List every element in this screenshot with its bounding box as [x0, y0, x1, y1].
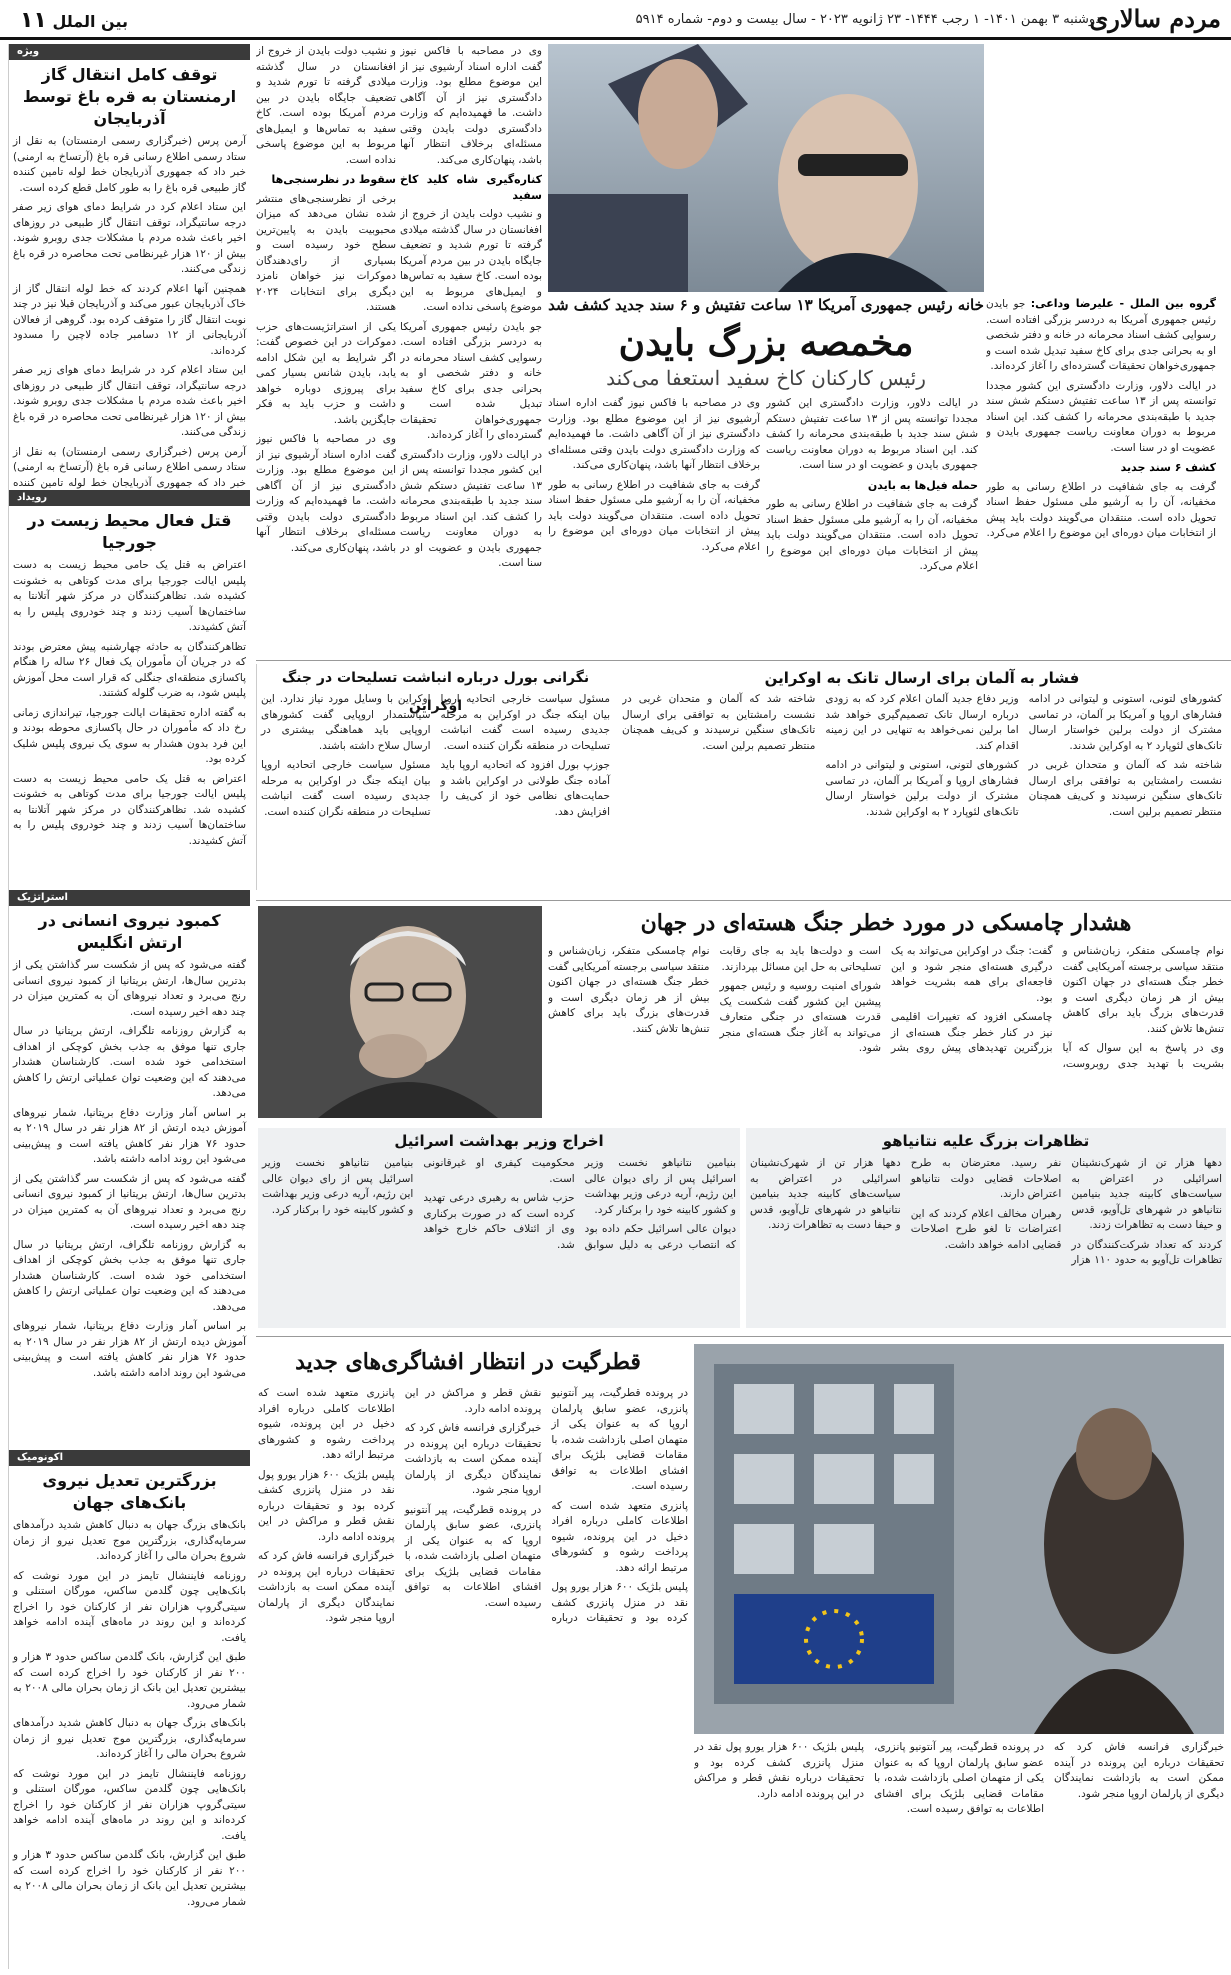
lead-kicker: خانه رئیس جمهوری آمریکا ۱۳ ساعت تفتیش و ۶ سند جدید کشف شد	[548, 296, 984, 314]
lead-paragraph: در ایالت دلاور، وزارت دادگستری این کشور مجددا توانسته پس از ۱۳ ساعت تفتیش دستکم شش سند جدید با طبقه‌بندی محرمانه را کشف کند. این اسناد مربوط به دوران معاونت ریاست جمهوری بایدن و عضویت او در سنا است.	[766, 397, 978, 471]
section-label	[14, 8, 128, 33]
mid-row-divider	[256, 660, 1231, 661]
article-paragraph: بنیامین نتانیاهو نخست وزیر اسرائیل پس از رای دیوان عالی این رژیم، آریه درعی وزیر بهداشت و کشور کابینه خود را برکنار کرد.	[584, 1157, 736, 1216]
article-paragraph: دهها هزار تن از شهرک‌نشینان اسرائیلی در اعتراض به سیاست‌های کابینه جدید بنیامین نتانیاهو در شهرهای تل‌آویو، قدس و حیفا دست به تظاهرات زدند.	[1071, 1157, 1222, 1231]
article-paragraph: دیوان عالی اسرائیل حکم داده بود که انتصاب درعی به دلیل سوابق محکومیت کیفری او غیرقانونی است.	[423, 1157, 736, 1251]
sidebar-paragraph: اعتراض به قتل یک حامی محیط زیست به دست پلیس ایالت جورجیا برای مدت کوتاهی به خشونت کشیده شد. تظاهرکنندگان در مرکز شهر آتلانتا به ساختمان‌ها آسیب زدند و چند خودروی پلیس را به آتش کشیدند.	[13, 772, 246, 847]
israel-health-minister-box	[258, 1128, 740, 1328]
qatargate-photo-art	[694, 1344, 1224, 1734]
article-paragraph: چامسکی افزود که تغییرات اقلیمی نیز در کنار خطر جنگ هسته‌ای از بزرگترین تهدیدهای پیش روی بشر است و دولت‌ها باید به جای رقابت تسلیحاتی به حل این مسائل بپردازند.	[719, 945, 1053, 1054]
article-paragraph: شورای امنیت روسیه و رئیس جمهور پیشین این کشور گفت شکست یک قدرت هسته‌ای در جنگی متعارف می‌تواند به آغاز جنگ هسته‌ای منجر شود.	[719, 980, 881, 1054]
sidebar-tag: رویداد	[9, 490, 250, 506]
lead-subhead: کناره‌گیری شاه کلید کاخ سفید	[400, 173, 542, 202]
article-title: نگرانی بورل درباره انباشت تسلیحات در جنگ اوکراین	[281, 670, 590, 714]
article-paragraph: خبرگزاری فرانسه فاش کرد که تحقیقات درباره این پرونده در آینده ممکن است به بازداشت نمایندگان دیگری از پارلمان اروپا منجر شود.	[404, 1422, 542, 1496]
sidebar-paragraph: به گفته اداره تحقیقات ایالت جورجیا، تیراندازی زمانی رخ داد که مأموران در حال پاکسازی محوطه بودند و این فرد بدون هشدار به سوی یک نیروی پلیس شلیک کرده بود.	[13, 706, 246, 765]
lead-paragraph: گرفت به جای شفافیت در اطلاع رسانی به طور مخفیانه، آن را به آرشیو ملی مسئول حفظ اسناد تحویل داده است. منتقدان می‌گویند دولت باید پیش از انتخابات میان دوره‌ای این موضوع را اعلام می‌کرد.	[766, 498, 978, 572]
lead-subhead: حمله فیل‌ها به بایدن	[867, 478, 978, 492]
article-paragraph: دهها هزار تن از شهرک‌نشینان اسرائیلی در اعتراض به سیاست‌های کابینه جدید بنیامین نتانیاهو در شهرهای تل‌آویو، قدس و حیفا دست به تظاهرات زدند.	[750, 1157, 901, 1231]
qatargate-body	[258, 1386, 688, 1966]
biden-photo-art	[548, 44, 984, 292]
lead-subhead: کشف ۶ سند جدید	[1120, 461, 1216, 474]
article-paragraph: حزب شاس به رهبری درعی تهدید کرده است که در صورت برکناری وی از ائتلاف حاکم خارج خواهد شد.	[423, 1192, 575, 1251]
chomsky-photo	[258, 906, 542, 1118]
article-paragraph: نوام چامسکی متفکر، زبان‌شناس و منتقد سیاسی برجسته آمریکایی گفت خطر جنگ هسته‌ای در جهان اکنون بیش از هر زمان دیگری است و قدرت‌های بزرگ باید برای کاهش تنش‌ها تلاش کنند.	[548, 945, 710, 1035]
lead-paragraph: برخی از نظرسنجی‌های منتشر شده نشان می‌دهد که میزان محبوبیت بایدن به پایین‌ترین سطح خود رسیده است و بسیاری از رای‌دهندگان دموکرات نیز خواهان نامزد دیگری برای انتخابات ۲۰۲۴ هستند.	[256, 192, 396, 313]
article-title: فشار به آلمان برای ارسال تانک به اوکراین	[764, 669, 1080, 687]
lead-paragraph: جو بایدن رئیس جمهوری آمریکا به دردسر بزرگی افتاده است. رسوایی کشف اسناد محرمانه در خانه و دفتر شخصی او به بحرانی جدی برای کاخ سفید تبدیل شده است و جمهوری‌خواهان تحقیقات گسترده‌ای را آغاز کرده‌اند.	[400, 320, 542, 441]
chomsky-title: هشدار چامسکی در مورد خطر جنگ هسته‌ای در جهان	[640, 910, 1132, 936]
lead-title: مخمصه بزرگ بایدن	[618, 322, 914, 364]
sidebar-paragraph: گفته می‌شود که پس از شکست سر گذاشتن یکی از بدترین سال‌ها، ارتش بریتانیا از کمبود نیروی انسانی رنج می‌برد و تعداد نیروهای آن به کمترین میزان در چند دهه اخیر رسیده است.	[13, 959, 246, 1018]
article-paragraph: در پرونده قطرگیت، پیر آنتونیو پانزری، عضو سابق پارلمان اروپا که به عنوان یکی از متهمان اصلی بازداشت شده، با مقامات قضایی بلژیک برای افشای اطلاعات به توافق رسیده است.	[404, 1503, 542, 1609]
section-name: بین الملل	[52, 12, 128, 31]
article-paragraph: جوزپ بورل افزود که اتحادیه اروپا باید آماده جنگ طولانی در اوکراین باشد و حمایت‌های نظامی خود از کی‌یف را افزایش دهد.	[440, 759, 610, 818]
lead-column-2	[766, 396, 978, 656]
article-paragraph: کشورهای لتونی، استونی و لیتوانی در ادامه فشارهای اروپا و آمریکا بر آلمان، در تماسی مشترک از دولت برلین خواستار ارسال تانک‌های لئوپارد ۲ به اوکراین شدند.	[825, 759, 1019, 818]
lead-paragraph: در ایالت دلاور، وزارت دادگستری این کشور مجددا توانسته پس از ۱۳ ساعت تفتیش دستکم شش سند جدید با طبقه‌بندی محرمانه را کشف کند. این اسناد مربوط به دوران معاونت ریاست جمهوری بایدن و عضویت او در سنا است.	[400, 448, 542, 569]
article-paragraph: پلیس بلژیک ۶۰۰ هزار یورو پول نقد در منزل پانزری کشف کرده بود و تحقیقات درباره نقش قطر و مراکش در این پرونده ادامه دارد.	[694, 1741, 864, 1800]
article-paragraph: مسئول سیاست خارجی اتحادیه اروپا بیان اینکه جنگ در اوکراین به مرحله جدیدی رسیده است گفت انباشت تسلیحات در منطقه نگران کننده است.	[440, 693, 610, 752]
sidebar-article	[9, 1450, 250, 1969]
sidebar-tag: ویژه	[9, 44, 250, 60]
article-paragraph: رهبران مخالف اعلام کردند که این اعتراضات تا لغو طرح اصلاحات قضایی ادامه خواهد داشت.	[910, 1207, 1062, 1251]
page-number: ۱۱	[20, 8, 47, 33]
article-paragraph: پانزری متعهد شده است که اطلاعات کاملی درباره افراد دخیل در این پرونده، شیوه پرداخت رشوه و کشورهای مرتبط ارائه دهد.	[551, 1499, 688, 1574]
article-paragraph: شاخته شد که آلمان و متحدان غربی در نشست رامشتاین به توافقی برای ارسال تانک‌های سنگین نرسیدند و کی‌یف همچنان منتظر تصمیم برلین است.	[1028, 759, 1222, 818]
article-title: تظاهرات بزرگ علیه نتانیاهو	[882, 1132, 1090, 1150]
lead-subhead: سقوط در نظرسنجی‌ها	[271, 173, 396, 186]
sidebar-paragraph: آرمن پرس (خبرگزاری رسمی ارمنستان) به نقل از ستاد رسمی اطلاع رسانی قره باغ (آرتساخ به ارمنی) خبر داد که جمهوری آذربایجان خط لوله تامین کننده	[13, 445, 246, 489]
lead-paragraph: در ایالت دلاور، وزارت دادگستری این کشور مجددا توانسته پس از ۱۳ ساعت تفتیش دستکم شش سند جدید با طبقه‌بندی محرمانه را کشف کند. این اسناد مربوط به دوران معاونت ریاست جمهوری بایدن و عضویت او در سنا است.	[986, 379, 1216, 454]
photo-sidebar	[986, 44, 1231, 292]
article-paragraph: کشورهای لتونی، استونی و لیتوانی در ادامه فشارهای اروپا و آمریکا بر آلمان، در تماسی مشترک از دولت برلین خواستار ارسال تانک‌های لئوپارد ۲ به اوکراین شدند.	[1028, 693, 1222, 752]
lead-column-3	[548, 396, 760, 656]
sidebar-title: بزرگترین تعدیل نیروی بانک‌های جهان	[42, 1471, 217, 1512]
sidebar-paragraph: به گزارش روزنامه تلگراف، ارتش بریتانیا در سال جاری تنها موفق به جذب بخش کوچکی از اهداف استخدامی خود شده است. کارشناسان هشدار می‌دهند که این وضعیت توان عملیاتی ارتش را کاهش می‌دهد.	[13, 1238, 246, 1313]
chomsky-photo-art	[258, 906, 542, 1118]
date-line: دوشنبه ۳ بهمن ۱۴۰۱- ۱ رجب ۱۴۴۴- ۲۳ ژانویه ۲۰۲۳ - سال بیست و دوم- شماره ۵۹۱۴	[635, 12, 1101, 27]
lead-paragraph: و نشیب دولت بایدن از خروج از افغانستان در سال گذشته میلادی گرفته تا تورم شدید و تضعیف جایگاه بایدن در بین مردم آمریکا بوده است. کاخ سفید به تماس‌ها و ایمیل‌های مربوط به این موضوع پاسخی نداده است.	[256, 45, 396, 166]
article-paragraph: نوام چامسکی متفکر، زبان‌شناس و منتقد سیاسی برجسته آمریکایی گفت خطر جنگ هسته‌ای در جهان اکنون بیش از هر زمان دیگری است و قدرت‌های بزرگ باید برای کاهش تنش‌ها تلاش کنند.	[1062, 945, 1224, 1035]
lead-paragraph: وی در مصاحبه با فاکس نیوز گفت اداره اسناد آرشیوی نیز از این موضوع مطلع بود. وزارت دادگستری نیز از آن آگاهی داشت. ما فهمیده‌ایم که وزارت دادگستری دولت بایدن وقتی مسئله‌ای برخلاف انتظار آنها باشد، پنهان‌کاری می‌کند.	[548, 397, 760, 471]
sidebar-title: توقف کامل انتقال گاز ارمنستان به قره باغ توسط آذربایجان	[22, 65, 237, 128]
biden-photo	[548, 44, 984, 292]
sidebar	[8, 44, 250, 1969]
sidebar-paragraph: این ستاد اعلام کرد در شرایط دمای هوای زیر صفر درجه سانتیگراد، توقف انتقال گاز طبیعی در روزهای اخیر باعث شده مردم با مشکلات جدی روبرو شوند. بیش از ۱۲۰ هزار غیرنظامی تحت محاصره در قره باغ زندگی می‌کنند.	[13, 201, 247, 275]
lead-column-5	[256, 44, 396, 656]
article-paragraph: پانزری متعهد شده است که اطلاعات کاملی درباره افراد دخیل در این پرونده، شیوه پرداخت رشوه و کشورهای مرتبط ارائه دهد.	[258, 1387, 395, 1461]
article-paragraph: کردند که تعداد شرکت‌کنندگان در تظاهرات تل‌آویو به حدود ۱۱۰ هزار نفر رسید. معترضان به طرح اصلاحات قضایی دولت نتانیاهو اعتراض دارند.	[910, 1157, 1223, 1266]
lead-column-1	[986, 296, 1216, 656]
article-paragraph: خبرگزاری فرانسه فاش کرد که تحقیقات درباره این پرونده در آینده ممکن است به بازداشت نمایندگان دیگری از پارلمان اروپا منجر شود.	[1054, 1741, 1224, 1800]
masthead	[0, 0, 1231, 40]
qatargate-divider	[256, 1336, 1231, 1337]
sidebar-tag: استراتژیک	[9, 890, 250, 906]
lead-paragraph: و نشیب دولت بایدن از خروج از افغانستان در سال گذشته میلادی گرفته تا تورم شدید و تضعیف جایگاه بایدن در بین مردم آمریکا بوده است. کاخ سفید به تماس‌ها و ایمیل‌های مربوط به این موضوع پاسخی نداده است.	[400, 208, 542, 313]
article-title: اخراج وزیر بهداشت اسرائیل	[394, 1132, 604, 1150]
qatargate-photo	[694, 1344, 1224, 1734]
chomsky-divider	[256, 900, 1231, 901]
sidebar-paragraph: روزنامه فایننشال تایمز در این مورد نوشت که بانک‌هایی چون گلدمن ساکس، مورگان استنلی و سیتی‌گروپ هزاران نفر از کارکنان خود را اخراج کرده‌اند و این روند در ماه‌های آینده ادامه خواهد یافت.	[13, 1569, 246, 1644]
sidebar-paragraph: بر اساس آمار وزارت دفاع بریتانیا، شمار نیروهای آموزش دیده ارتش از ۸۲ هزار نفر در سال ۲۰۱۹ به حدود ۷۶ هزار نفر کاهش یافته است و پیش‌بینی می‌شود این روند ادامه داشته باشد.	[13, 1320, 247, 1379]
sidebar-paragraph: به گزارش روزنامه تلگراف، ارتش بریتانیا در سال جاری تنها موفق به جذب بخش کوچکی از اهداف استخدامی خود شده است. کارشناسان هشدار می‌دهند که این وضعیت توان عملیاتی ارتش را کاهش می‌دهد.	[13, 1025, 246, 1099]
article-paragraph: در پرونده قطرگیت، پیر آنتونیو پانزری، عضو سابق پارلمان اروپا که به عنوان یکی از متهمان اصلی بازداشت شده، با مقامات قضایی بلژیک برای افشای اطلاعات به توافق رسیده است.	[874, 1741, 1044, 1815]
lead-paragraph: گرفت به جای شفافیت در اطلاع رسانی به طور مخفیانه، آن را به آرشیو ملی مسئول حفظ اسناد تحویل داده است. منتقدان می‌گویند دولت باید پیش از انتخابات میان دوره‌ای این موضوع را اعلام می‌کرد.	[548, 478, 760, 553]
article-paragraph: مسئول سیاست خارجی اتحادیه اروپا بیان اینکه جنگ در اوکراین به مرحله جدیدی رسیده است گفت انباشت تسلیحات در منطقه نگران کننده است.	[261, 759, 431, 818]
lead-author: گروه بین الملل - علیرضا وداعی:	[1030, 297, 1216, 310]
sidebar-paragraph: تظاهرکنندگان به حادثه چهارشنبه پیش معترض بودند که در جریان آن مأموران یک فعال ۲۶ ساله را هنگام پاکسازی منطقه‌ای جنگلی که قرار است محل آموزش پلیس شود، به ضرب گلوله کشتند.	[13, 640, 247, 699]
sidebar-paragraph: همچنین آنها اعلام کردند که خط لوله انتقال گاز از خاک آذربایجان عبور می‌کند و آذربایجان قبلا نیز در چند نوبت انتقال گاز را متوقف کرده بود. گروهی از فعالان آذربایجانی از ۱۲ دسامبر جاده لاچین را مسدود کرده‌اند.	[13, 282, 246, 357]
article-paragraph: اوکراین با وسایل مورد نیاز ندارد. این سیاستمدار اروپایی گفت کشورهای اروپایی باید هماهنگی بیشتری در ارسال سلاح داشته باشند.	[261, 693, 431, 752]
sidebar-article	[9, 490, 250, 890]
lead-paragraph: وی در مصاحبه با فاکس نیوز گفت اداره اسناد آرشیوی نیز از این موضوع مطلع بود. وزارت دادگستری نیز از آن آگاهی داشت. ما فهمیده‌ایم که وزارت دادگستری دولت بایدن وقتی مسئله‌ای برخلاف انتظار آنها باشد، پنهان‌کاری می‌کند.	[256, 433, 396, 554]
article-paragraph: پلیس بلژیک ۶۰۰ هزار یورو پول نقد در منزل پانزری کشف کرده بود و تحقیقات درباره نقش قطر و مراکش در این پرونده ادامه دارد.	[404, 1387, 688, 1624]
lead-column-4	[400, 44, 542, 656]
qatargate-title: قطرگیت در انتظار افشاگری‌های جدید	[295, 1349, 641, 1375]
germany-tanks-article	[622, 664, 1222, 890]
article-paragraph: پلیس بلژیک ۶۰۰ هزار یورو پول نقد در منزل پانزری کشف کرده بود و تحقیقات درباره نقش قطر و مراکش در این پرونده ادامه دارد.	[258, 1468, 395, 1543]
sidebar-paragraph: اعتراض به قتل یک حامی محیط زیست به دست پلیس ایالت جورجیا برای مدت کوتاهی به خشونت کشیده شد. تظاهرکنندگان در مرکز شهر آتلانتا به ساختمان‌ها آسیب زدند و چند خودروی پلیس را به آتش کشیدند.	[13, 559, 246, 633]
sidebar-article	[9, 44, 250, 490]
qatargate-body-under-photo	[694, 1740, 1224, 1966]
borrell-article	[256, 664, 614, 890]
lead-paragraph: جو بایدن رئیس جمهوری آمریکا به دردسر بزرگی افتاده است. رسوایی کشف اسناد محرمانه در خانه و دفتر شخصی او به بحرانی جدی برای کاخ سفید تبدیل شده است و جمهوری‌خواهان تحقیقات گسترده‌ای را آغاز کرده‌اند.	[986, 298, 1216, 372]
article-paragraph: در پرونده قطرگیت، پیر آنتونیو پانزری، عضو سابق پارلمان اروپا که به عنوان یکی از متهمان اصلی بازداشت شده، با مقامات قضایی بلژیک برای افشای اطلاعات به توافق رسیده است.	[551, 1387, 688, 1492]
chomsky-body	[548, 944, 1224, 1118]
lead-subtitle: رئیس کارکنان کاخ سفید استعفا می‌کند	[606, 366, 926, 390]
sidebar-paragraph: بانک‌های بزرگ جهان به دنبال کاهش شدید درآمدهای سرمایه‌گذاری، بزرگترین موج تعدیل نیرو از زمان شروع بحران مالی را آغاز کرده‌اند.	[13, 1717, 246, 1760]
sidebar-tag: اکونومیک	[9, 1450, 250, 1466]
sidebar-paragraph: طبق این گزارش، بانک گلدمن ساکس حدود ۳ هزار و ۲۰۰ نفر از کارکنان خود را اخراج کرده است که بیشترین تعدیل این بانک از زمان بحران مالی ۲۰۰۸ به شمار می‌رود.	[13, 1849, 246, 1908]
article-paragraph: شاخته شد که آلمان و متحدان غربی در نشست رامشتاین به توافقی برای ارسال تانک‌های سنگین نرسیدند و کی‌یف همچنان منتظر تصمیم برلین است.	[622, 693, 816, 752]
sidebar-paragraph: بر اساس آمار وزارت دفاع بریتانیا، شمار نیروهای آموزش دیده ارتش از ۸۲ هزار نفر در سال ۲۰۱۹ به حدود ۷۶ هزار نفر کاهش یافته است و پیش‌بینی می‌شود این روند ادامه داشته باشد.	[13, 1106, 247, 1165]
sidebar-paragraph: گفته می‌شود که پس از شکست سر گذاشتن یکی از بدترین سال‌ها، ارتش بریتانیا از کمبود نیروی انسانی رنج می‌برد و تعداد نیروهای آن به کمترین میزان در چند دهه اخیر رسیده است.	[13, 1172, 246, 1231]
newspaper-logo: مردم سالاری	[1089, 4, 1221, 33]
sidebar-title: کمبود نیروی انسانی در ارتش انگلیس	[38, 911, 221, 952]
lead-paragraph: گرفت به جای شفافیت در اطلاع رسانی به طور مخفیانه، آن را به آرشیو ملی مسئول حفظ اسناد تحویل داده است. منتقدان می‌گویند دولت باید پیش از انتخابات میان دوره‌ای این موضوع را اعلام می‌کرد.	[986, 480, 1216, 539]
sidebar-paragraph: این ستاد اعلام کرد در شرایط دمای هوای زیر صفر درجه سانتیگراد، توقف انتقال گاز طبیعی در روزهای اخیر باعث شده مردم با مشکلات جدی روبرو شوند. بیش از ۱۲۰ هزار غیرنظامی تحت محاصره در قره باغ زندگی می‌کنند.	[13, 364, 247, 438]
sidebar-article	[9, 890, 250, 1450]
lead-paragraph: یکی از استراتژیست‌های حزب دموکرات در این خصوص گفت: اگر شرایط به این شکل ادامه یابد، بایدن شانس بسیار کمی برای پیروزی دوباره خواهد داشت و حزب باید به فکر جایگزین باشد.	[256, 320, 396, 426]
article-paragraph: بنیامین نتانیاهو نخست وزیر اسرائیل پس از رای دیوان عالی این رژیم، آریه درعی وزیر بهداشت و کشور کابینه خود را برکنار کرد.	[262, 1157, 414, 1216]
lead-paragraph: وی در مصاحبه با فاکس نیوز گفت اداره اسناد آرشیوی نیز از این موضوع مطلع بود. وزارت دادگستری نیز از آن آگاهی داشت. ما فهمیده‌ایم که وزارت دادگستری دولت بایدن وقتی مسئله‌ای برخلاف انتظار آنها باشد، پنهان‌کاری می‌کند.	[400, 45, 542, 166]
sidebar-paragraph: آرمن پرس (خبرگزاری رسمی ارمنستان) به نقل از ستاد رسمی اطلاع رسانی قره باغ (آرتساخ به ارمنی) خبر داد که جمهوری آذربایجان خط لوله تامین کننده گاز طبیعی قره باغ را به طور کامل قطع کرده است.	[13, 135, 246, 194]
article-paragraph: وزیر دفاع جدید آلمان اعلام کرد که به زودی درباره ارسال تانک تصمیم‌گیری خواهد شد اما برلین نمی‌خواهد به تنهایی در این زمینه اقدام کند.	[825, 693, 1019, 752]
netanyahu-protests-box	[746, 1128, 1226, 1328]
sidebar-paragraph: بانک‌های بزرگ جهان به دنبال کاهش شدید درآمدهای سرمایه‌گذاری، بزرگترین موج تعدیل نیرو از زمان شروع بحران مالی را آغاز کرده‌اند.	[13, 1519, 246, 1562]
article-paragraph: وی در پاسخ به این سوال که آیا بشریت با تهدید جدی روبروست، گفت: جنگ در اوکراین می‌تواند به یک درگیری هسته‌ای منجر شود و این فاجعه‌ای برای همه بشریت خواهد بود.	[891, 945, 1224, 1070]
sidebar-title: قتل فعال محیط زیست در جورجیا	[27, 511, 232, 552]
article-paragraph: خبرگزاری فرانسه فاش کرد که تحقیقات درباره این پرونده در آینده ممکن است به بازداشت نمایندگان دیگری از پارلمان اروپا منجر شود.	[258, 1550, 395, 1624]
sidebar-paragraph: روزنامه فایننشال تایمز در این مورد نوشت که بانک‌هایی چون گلدمن ساکس، مورگان استنلی و سیتی‌گروپ هزاران نفر از کارکنان خود را اخراج کرده‌اند و این روند در ماه‌های آینده ادامه خواهد یافت.	[13, 1767, 246, 1842]
sidebar-paragraph: طبق این گزارش، بانک گلدمن ساکس حدود ۳ هزار و ۲۰۰ نفر از کارکنان خود را اخراج کرده است که بیشترین تعدیل این بانک از زمان بحران مالی ۲۰۰۸ به شمار می‌رود.	[13, 1651, 246, 1710]
